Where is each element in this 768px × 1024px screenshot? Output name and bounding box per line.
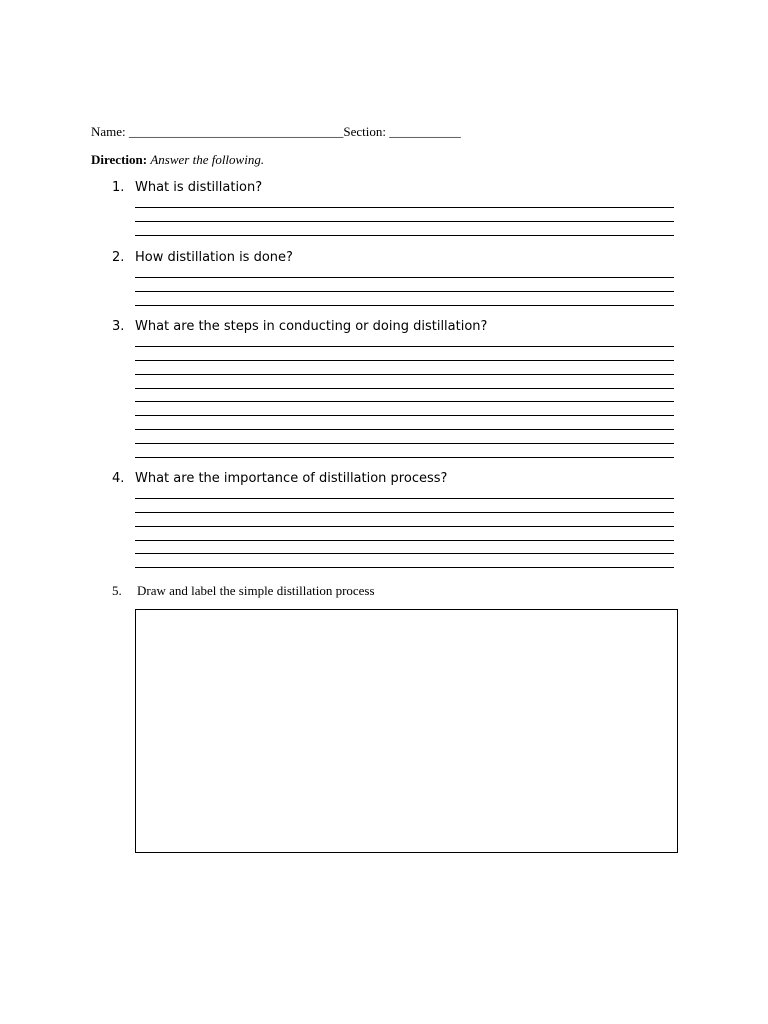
question-number: 4. (112, 471, 125, 486)
answer-lines-3[interactable] (135, 333, 674, 458)
question-number: 5. (112, 583, 122, 598)
answer-line[interactable] (135, 389, 674, 403)
question-4 (112, 471, 447, 486)
answer-line[interactable] (135, 499, 674, 513)
name-section-line (91, 124, 461, 140)
answer-lines-1[interactable] (135, 194, 674, 236)
answer-line[interactable] (135, 444, 674, 458)
section-blank[interactable]: ___________ (389, 124, 461, 139)
answer-line[interactable] (135, 527, 674, 541)
direction-text: Answer the following. (150, 152, 265, 167)
question-2 (112, 250, 293, 265)
answer-line[interactable] (135, 375, 674, 389)
answer-lines-2[interactable] (135, 264, 674, 306)
answer-line[interactable] (135, 222, 674, 236)
direction-line (91, 152, 264, 168)
answer-line[interactable] (135, 347, 674, 361)
drawing-box[interactable] (135, 609, 678, 853)
answer-line[interactable] (135, 554, 674, 568)
question-text: What are the importance of distillation process? (135, 471, 448, 486)
answer-line[interactable] (135, 430, 674, 444)
question-number: 1. (112, 180, 125, 195)
answer-line[interactable] (135, 541, 674, 555)
name-label: Name: (91, 124, 129, 139)
answer-line[interactable] (135, 278, 674, 292)
question-text: Draw and label the simple distillation process (137, 583, 375, 598)
direction-label: Direction: (91, 152, 148, 167)
question-1 (112, 180, 262, 195)
answer-line[interactable] (135, 485, 674, 499)
question-number: 2. (112, 250, 125, 265)
question-text: What are the steps in conducting or doing distillation? (135, 319, 488, 334)
question-3 (112, 319, 487, 334)
answer-line[interactable] (135, 208, 674, 222)
answer-lines-4[interactable] (135, 485, 674, 568)
question-text: How distillation is done? (135, 250, 293, 265)
name-blank[interactable]: _________________________________ (128, 124, 344, 139)
answer-line[interactable] (135, 402, 674, 416)
question-5 (112, 583, 375, 599)
answer-line[interactable] (135, 264, 674, 278)
answer-line[interactable] (135, 416, 674, 430)
answer-line[interactable] (135, 361, 674, 375)
question-text: What is distillation? (135, 180, 263, 195)
answer-line[interactable] (135, 333, 674, 347)
section-label: Section: (343, 124, 390, 139)
answer-line[interactable] (135, 513, 674, 527)
answer-line[interactable] (135, 292, 674, 306)
question-number: 3. (112, 319, 125, 334)
answer-line[interactable] (135, 194, 674, 208)
